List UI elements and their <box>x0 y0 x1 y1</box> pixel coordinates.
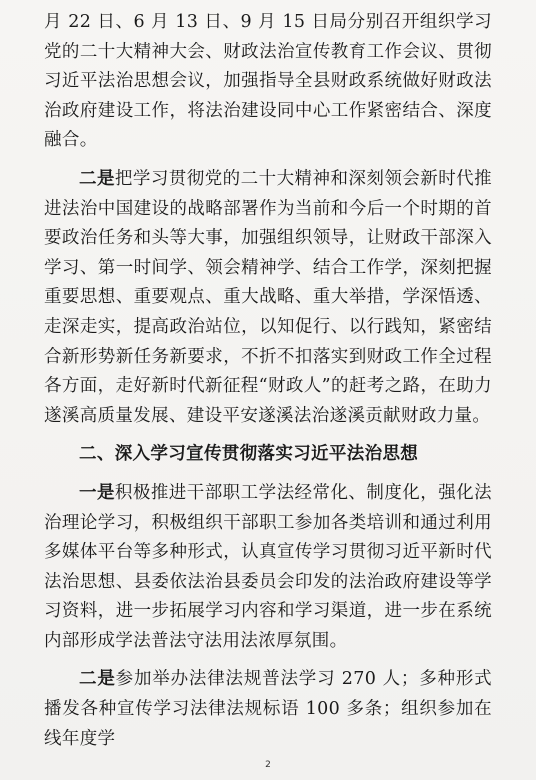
paragraph-text: 月 22 日、6 月 13 日、9 月 15 日局分别召开组织学习党的二十大精神大会、财政法治宣传教育工作会议、贯彻习近平法治思想会议，加强指导全县财政系统做好财政法治政府建设工作，将法治建设同中心工作紧密结合、深度融合。 <box>44 12 492 151</box>
paragraph-text: 把学习贯彻党的二十大精神和深刻领会新时代推进法治中国建设的战略部署作为当前和今后一个时期的首要政治任务和头等大事，加强组织领导，让财政干部深入学习、第一时间学、领会精神学、结合工作学，深刻把握重要思想、重要观点、重大战略、重大举措，学深悟透、走深走实，提高政治站位，以知促行、以行践知，紧密结合新形势新任务新要求，不折不扣落实到财政工作全过程各方面，走好新时代新征程“财政人”的赶考之路，在助力遂溪高质量发展、建设平安遂溪法治遂溪贡献财政力量。 <box>44 168 492 426</box>
section-heading: 二、深入学习宣传贯彻落实习近平法治思想 <box>79 444 419 465</box>
paragraph-text: 积极推进干部职工学法经常化、制度化，强化法治理论学习，积极组织干部职工参加各类培训和通过利用多媒体平台等多种形式，认真宣传学习贯彻习近平新时代法治思想、县委依法治县委员会印发的法治政府建设等学习资料，进一步拓展学习内容和学习渠道，进一步在系统内部形成学法普法守法用法浓厚氛围。 <box>44 482 492 651</box>
paragraph-text: 参加举办法律法规普法学习 270 人；多种形式播发各种宣传学习法律法规标语 100 多条；组织参加在线年度学 <box>44 669 493 749</box>
paragraph-section-point-two <box>44 665 492 754</box>
page-number: 2 <box>265 760 271 770</box>
paragraph-lead: 二是 <box>79 669 116 690</box>
paragraph-section-point-one <box>44 479 492 657</box>
paragraph-lead: 一是 <box>79 482 115 503</box>
paragraph-point-two <box>44 165 492 431</box>
paragraph-continuation <box>44 8 492 156</box>
paragraph-lead: 二是 <box>79 168 115 189</box>
